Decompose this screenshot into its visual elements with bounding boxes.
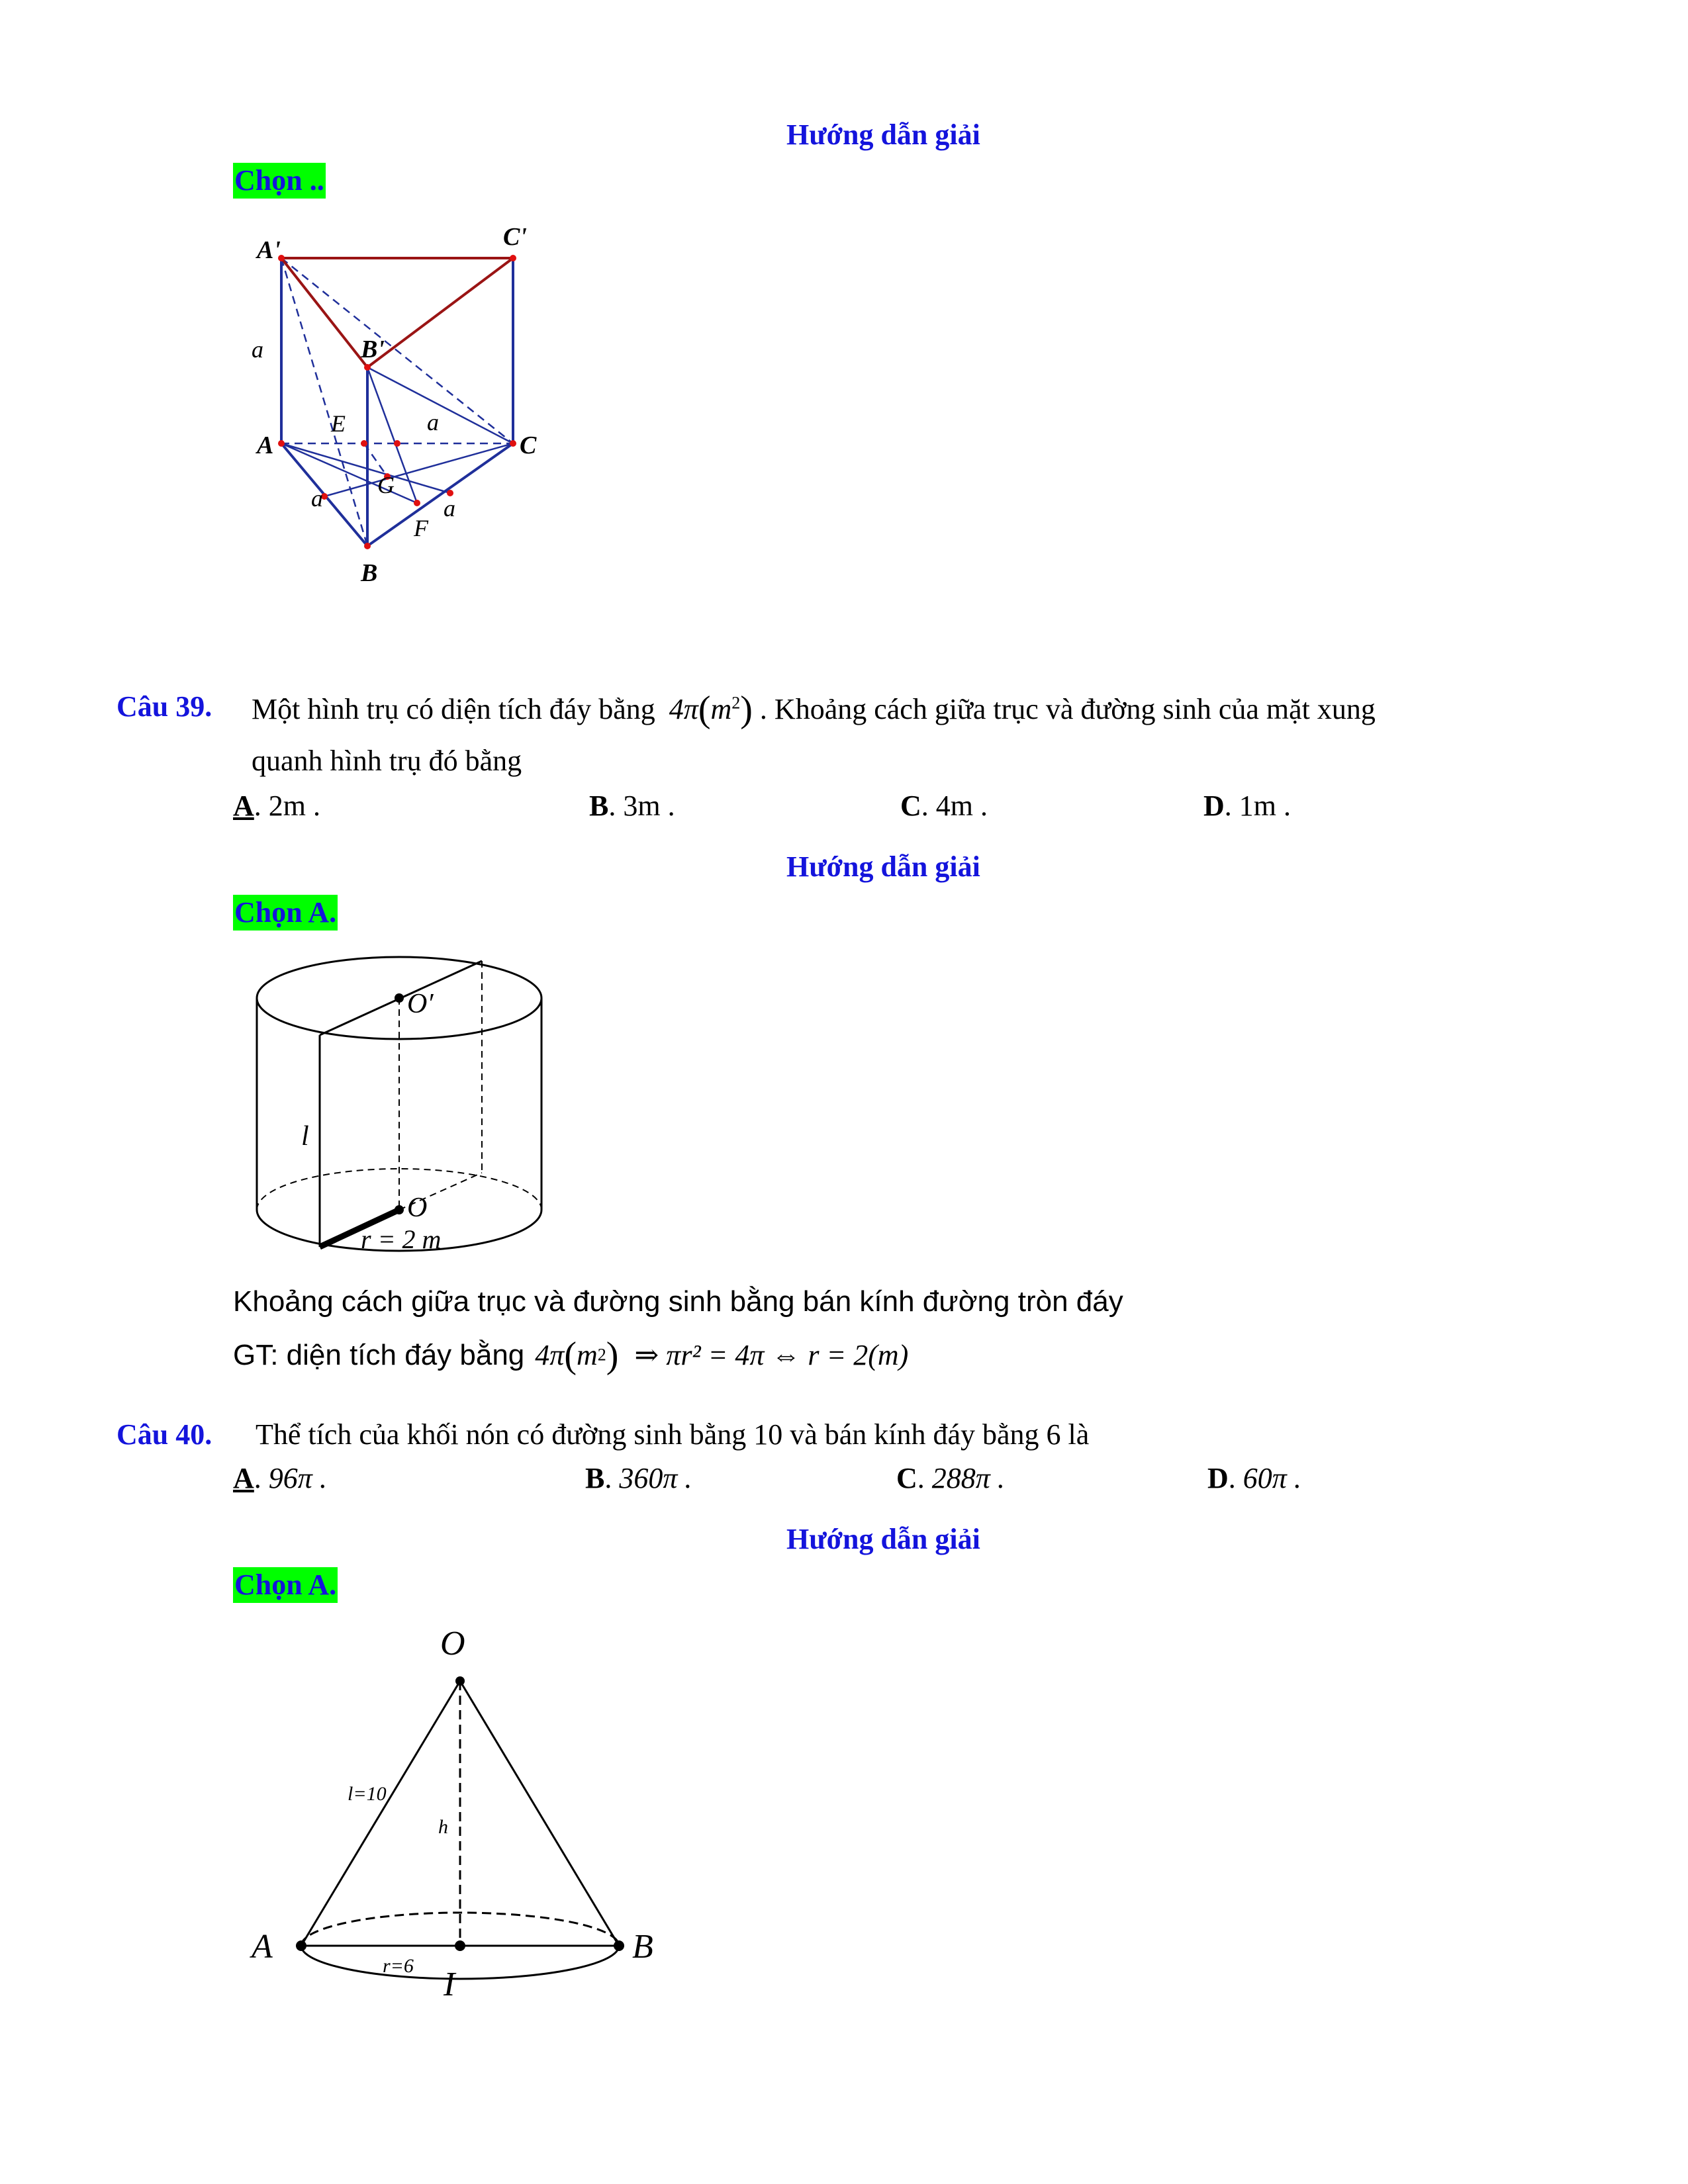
- option-40-C[interactable]: C. 288π .: [896, 1462, 1005, 1494]
- label-E: E: [331, 410, 346, 437]
- label-A: A: [252, 1928, 273, 1966]
- label-a-mid: a: [427, 409, 439, 435]
- option-39-A[interactable]: A. 2m .: [233, 790, 321, 822]
- label-O: O: [407, 1193, 428, 1223]
- section-heading: Hướng dẫn giải: [786, 118, 980, 151]
- label-C: C: [520, 432, 537, 459]
- label-A: A: [257, 432, 274, 459]
- answer-choice-label: Chọn A.: [233, 895, 338, 931]
- option-39-B[interactable]: B. 3m .: [589, 790, 675, 822]
- option-39-D[interactable]: D. 1m .: [1203, 790, 1291, 822]
- answer-choice-label: Chọn A.: [233, 1567, 338, 1603]
- section-heading: Hướng dẫn giải: [786, 850, 980, 883]
- option-40-D[interactable]: D. 60π .: [1207, 1462, 1301, 1494]
- option-40-B[interactable]: B. 360π .: [585, 1462, 692, 1494]
- cylinder-figure: [245, 946, 556, 1264]
- question-39-text-line2: quanh hình trụ đó bằng: [252, 745, 522, 777]
- label-r: r = 2 m: [361, 1224, 442, 1254]
- label-a-br: a: [444, 495, 455, 522]
- label-a-left: a: [252, 336, 263, 363]
- label-O: O: [440, 1625, 465, 1662]
- edge-BprimeCprime: [367, 258, 513, 367]
- label-O-prime: O′: [407, 989, 434, 1019]
- question-40-label: Câu 40.: [117, 1418, 212, 1451]
- label-I: I: [444, 1966, 455, 2003]
- edge-AprimeBprime: [281, 258, 367, 367]
- question-40-text: Thể tích của khối nón có đường sinh bằng 10 và bán kính đáy bằng 6 là: [256, 1418, 1090, 1451]
- label-r: r=6: [383, 1955, 414, 1977]
- label-B-prime: B': [361, 336, 385, 363]
- solution-39-line2: GT: diện tích đáy bằng $4\pi(m^2)$ ⇒ πr² = 4π ⇔ r = 2(m): [233, 1335, 909, 1376]
- label-G: G: [377, 472, 395, 498]
- answer-choice-label: Chọn ..: [233, 163, 326, 199]
- option-40-A[interactable]: A. 96π .: [233, 1462, 327, 1494]
- label-C-prime: C': [503, 225, 527, 251]
- section-heading: Hướng dẫn giải: [786, 1523, 980, 1555]
- label-B: B: [361, 559, 378, 587]
- question-39-text: Một hình trụ có diện tích đáy bằng $4\pi(m^2)$ . Khoảng cách giữa trục và đường sinh của mặt xung: [252, 689, 1376, 730]
- label-a-bl: a: [311, 485, 323, 512]
- solution-39-line1: Khoảng cách giữa trục và đường sinh bằng bán kính đường tròn đáy: [233, 1285, 1123, 1318]
- label-F: F: [414, 515, 428, 541]
- label-B: B: [632, 1928, 653, 1966]
- label-l: l=10: [348, 1783, 387, 1805]
- option-39-C[interactable]: C. 4m .: [900, 790, 988, 822]
- label-A-prime: A': [257, 236, 281, 264]
- prism-figure: [238, 225, 583, 596]
- question-39-label: Câu 39.: [117, 690, 212, 723]
- label-l: l: [301, 1121, 309, 1152]
- label-h: h: [438, 1816, 448, 1838]
- cone-figure: [238, 1621, 688, 2019]
